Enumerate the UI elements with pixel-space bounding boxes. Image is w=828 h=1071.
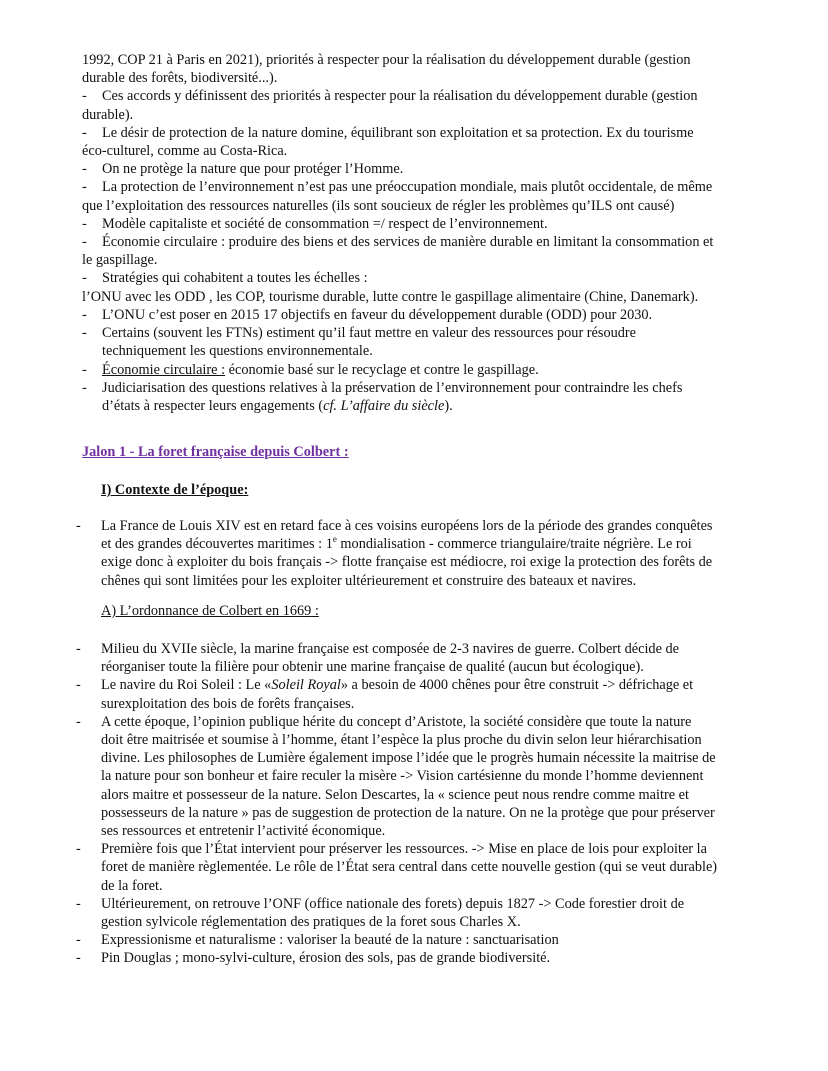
intro-section (82, 51, 747, 306)
intro-continuation-line: 1992, COP 21 à Paris en 2021), priorités à respecter pour la réalisation du développement durable (gestion (82, 52, 691, 68)
list-item-text: Judiciarisation des questions relatives à la préservation de l’environnement pour contraindre les chefs (102, 379, 683, 396)
dash-marker: - (76, 932, 81, 949)
list-item (82, 324, 747, 360)
dash-marker (82, 216, 102, 232)
dash-marker: - (76, 677, 81, 694)
list-item-text: Milieu du XVIIe siècle, la marine française est composée de 2-3 navires de guerre. Colbert décide de (101, 641, 679, 657)
list-item-text: La protection de l’environnement n’est pas une préoccupation mondiale, mais plutôt occidentale, de même (102, 179, 713, 196)
list-item (76, 640, 748, 676)
context-list (76, 517, 748, 590)
list-item-text: Expressionisme et naturalisme : valoriser la beauté de la nature : sanctuarisation (101, 932, 559, 949)
list-item: - Judiciarisation des questions relatives à la préservation de l’environnement pour contraindre les chefs d’états à respecter leurs engagements (cf. L’affaire du siècle). (82, 379, 747, 415)
dash-marker (82, 234, 102, 250)
list-item (82, 87, 747, 123)
list-item-text: Ultérieurement, on retrouve l’ONF (office nationale des forets) depuis 1827 -> Code forestier droit de (101, 895, 685, 912)
list-item (76, 949, 748, 967)
dash-marker: - (76, 895, 81, 912)
list-item-text: Le désir de protection de la nature domine, équilibrant son exploitation et sa protection. Ex du tourisme (102, 124, 694, 141)
list-item-text: Stratégies qui cohabitent a toutes les échelles : (102, 270, 368, 287)
dash-marker: - (76, 518, 81, 534)
list-item (82, 361, 747, 379)
dash-marker (82, 88, 102, 104)
list-item (82, 233, 747, 269)
dash-marker: - (82, 361, 87, 378)
list-item (82, 160, 747, 178)
list-item-text: l’ONU avec les ODD , les COP, tourisme durable, lutte contre le gaspillage alimentaire (Chine, Danemark). (82, 288, 699, 305)
dash-marker: - (82, 325, 87, 342)
list-item-text: la nature pour son bonheur et faire reculer la misère -> Vision cartésienne du monde l’homme deviennent (101, 768, 704, 785)
list-item (76, 895, 748, 931)
list-item (76, 713, 748, 840)
list-item (82, 124, 747, 160)
list-item-text: chênes qui sont limitées pour les exploiter ultérieurement et construire des bateaux et navires. (101, 572, 637, 589)
list-item (82, 178, 747, 214)
list-item: - Le navire du Roi Soleil : Le «Soleil Royal» a besoin de 4000 chênes pour être construit -> défrichage et surexploitation des bois de forêts françaises. (76, 676, 748, 712)
dash-marker (82, 270, 102, 286)
jalon-heading: Jalon 1 - La foret française depuis Colbert : (82, 444, 349, 460)
list-item-text: L’ONU c’est poser en 2015 17 objectifs en faveur du développement durable (ODD) pour 2030. (102, 307, 653, 323)
list-item-text: surexploitation des bois de forêts françaises. (101, 695, 355, 712)
dash-marker: - (76, 641, 81, 657)
dash-marker: - (82, 379, 87, 396)
list-item-text: éco-culturel, comme au Costa-Rica. (82, 143, 288, 160)
list-item-text: Première fois que l’État intervient pour préserver les ressources. -> Mise en place de lois pour exploiter la (101, 841, 707, 858)
list-item (76, 931, 748, 949)
list-item (76, 840, 748, 895)
dash-marker: - (76, 713, 81, 730)
list-item (82, 306, 747, 324)
dash-marker: - (76, 841, 81, 858)
list-item-text: économie basé sur le recyclage et contre le gaspillage. (225, 361, 539, 378)
intro-list-2 (82, 306, 747, 415)
term-underlined: Économie circulaire : (102, 361, 226, 378)
list-item-text: On ne protège la nature que pour protéger l’Homme. (102, 161, 404, 178)
list-item-text: Économie circulaire : produire des biens et des services de manière durable en limitant la consommation et (102, 234, 714, 251)
list-item-text: La France de Louis XIV est en retard face à ces voisins européens lors de la période des grandes conquêtes (101, 518, 713, 534)
dash-marker: - (76, 950, 81, 967)
list-item-text: le gaspillage. (82, 252, 158, 269)
list-item-text: Ces accords y définissent des priorités à respecter pour la réalisation du développement durable (gestion (102, 88, 698, 105)
list-item-text: techniquement les questions environnementale. (102, 343, 373, 360)
list-item-text: Certains (souvent les FTNs) estiment qu’il faut mettre en valeur des ressources pour résoudre (102, 325, 636, 342)
intro-continuation-line: durable des forêts, biodiversité...). (82, 70, 278, 87)
subsection-title: A) L’ordonnance de Colbert en 1669 : (101, 603, 319, 619)
list-item (82, 215, 747, 233)
italic-ship-name: Soleil Royal (271, 677, 341, 694)
list-item-text: divine. Les philosophes de Lumière également impose l’idée que le progrès humain nécessite la maitrise de (101, 750, 716, 767)
list-item-text: foret de manière règlementée. Le rôle de l’État sera central dans cette nouvelle gestion (qui se veut durable) (101, 859, 718, 876)
list-item-text: que l’exploitation des ressources naturelles (ils sont soucieux de régler les problèmes qu’ILS ont causé) (82, 197, 675, 214)
list-item-text: de la foret. (101, 877, 163, 894)
list-item-text: réorganiser toute la filière pour obtenir une marine française de qualité (aucun but écologique). (101, 659, 644, 676)
section-title: I) Contexte de l’époque: (101, 482, 249, 498)
italic-reference: cf. L’affaire du siècle (323, 398, 445, 415)
dash-marker (82, 161, 102, 177)
list-item-text: doit être maitrisée et soumise à l’homme, étant l’espèce la plus proche du divin selon leur hiérarchisation (101, 732, 702, 749)
list-item: - La France de Louis XIV est en retard face à ces voisins européens lors de la période des grandes conquêtes et des grandes découvertes maritimes : 1e mondialisation - commerce triangulaire/traite négrière. Le roi exige donc à exploiter du bois français -> flotte française est médiocre, roi exige la protection des forêts de chênes qui sont limitées pour les exploiter ultérieurement et construire des bateaux et navires. (76, 517, 748, 590)
list-item-text: gestion sylvicole réglementation des pratiques de la foret sous Charles X. (101, 914, 521, 931)
list-item-text: A cette époque, l’opinion publique hérite du concept d’Aristote, la société considère que toute la nature (101, 713, 692, 730)
list-item (82, 269, 747, 305)
list-item-text: exige donc à exploiter du bois français -> flotte française est médiocre, roi exige la protection des forêts de (101, 554, 713, 571)
list-item-text: ses ressources et entretenir l’activité économique. (101, 823, 386, 840)
dash-marker: - (82, 307, 87, 323)
dash-marker (82, 125, 102, 141)
list-item-text: Modèle capitaliste et société de consommation =/ respect de l’environnement. (102, 215, 548, 232)
list-item-text: Pin Douglas ; mono-sylvi-culture, érosion des sols, pas de grande biodiversité. (101, 950, 551, 967)
list-item-text: durable). (82, 106, 134, 123)
dash-marker (82, 179, 102, 195)
ordonnance-list (76, 640, 748, 968)
list-item-text: possesseurs de la nature » pas de suggestion de protection de la nature. On ne la protège que pour préserver (101, 804, 715, 821)
list-item-text: alors maitre et possesseur de la nature. Selon Descartes, la « science peut nous rendre comme maitre et (101, 786, 689, 803)
